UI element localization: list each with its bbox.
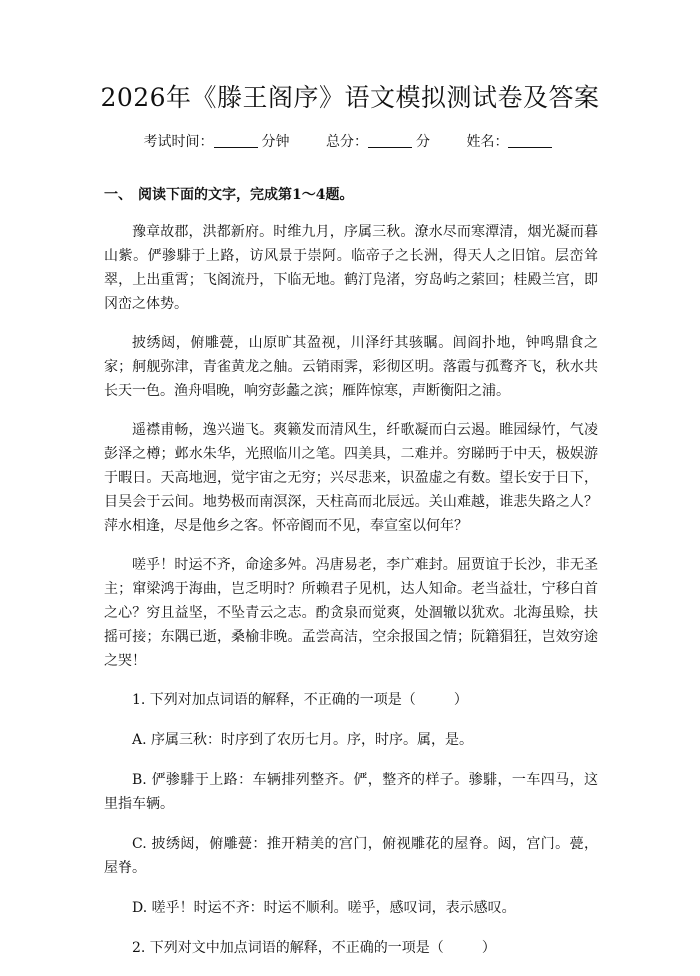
question-1-stem: [104, 688, 598, 712]
total-score: [326, 132, 430, 152]
question-2-closing-paren: ）: [481, 940, 496, 956]
name-label: 姓名：: [466, 134, 509, 150]
exam-body: [104, 220, 598, 976]
score-blank: [368, 133, 412, 148]
question-2-stem: [104, 936, 598, 960]
section-instruction: 阅读下面的文字，完成第1～4题。: [138, 187, 354, 203]
exam-meta: [0, 132, 700, 152]
passage-paragraph: 遥襟甫畅，逸兴遄飞。爽籁发而清风生，纤歌凝而白云遏。睢园绿竹，气凌彭泽之樽；邺水朱华，光照临川之笔。四美具，二难并。穷睇眄于中天，极娱游于暇日。天高地迥，觉宇宙之无穷；兴尽悲来，识盈虚之有数。望长安于日下，目吴会于云间。地势极而南溟深，天柱高而北辰远。关山难越，谁悲失路之人？萍水相逢，尽是他乡之客。怀帝阍而不见，奉宣室以何年？: [104, 422, 598, 534]
passage-paragraph: 嗟乎！时运不齐，命途多舛。冯唐易老，李广难封。屈贾谊于长沙，非无圣主；窜梁鸿于海曲，岂乏明时？所赖君子见机，达人知命。老当益壮，宁移白首之心？穷且益坚，不坠青云之志。酌贪泉而觉爽，处涸辙以犹欢。北海虽赊，扶摇可接；东隅已逝，桑榆非晚。孟尝高洁，空余报国之情；阮籍猖狂，岂效穷途之哭！: [104, 557, 598, 669]
section-heading: [104, 185, 598, 205]
passage-paragraph: 豫章故郡，洪都新府。时维九月，序属三秋。潦水尽而寒潭清，烟光凝而暮山紫。俨骖騑于上路，访风景于崇阿。临帝子之长洲，得天人之旧馆。层峦耸翠，上出重霄；飞阁流丹，下临无地。鹤汀凫渚，穷岛屿之萦回；桂殿兰宫，即冈峦之体势。: [104, 224, 598, 312]
time-label: 考试时间：: [143, 134, 214, 150]
question-1-option-a: A. 序属三秋：时序到了农历七月。序，时序。属，是。: [132, 732, 474, 748]
question-1-option-b: B. 俨骖騑于上路：车辆排列整齐。俨，整齐的样子。骖騑，一车四马，这里指车辆。: [104, 772, 598, 812]
student-name: [466, 132, 556, 152]
section-number: 一、: [104, 187, 132, 203]
score-label: 总分：: [326, 134, 368, 150]
question-1-option-d: D. 嗟乎！时运不齐：时运不顺利。嗟乎，感叹词，表示感叹。: [132, 900, 516, 916]
score-unit: 分: [416, 134, 430, 150]
page-title: 2026年《滕王阁序》语文模拟测试卷及答案: [100, 83, 600, 112]
question-1-closing-paren: ）: [453, 692, 468, 708]
question-2-text: 2. 下列对文中加点词语的解释，不正确的一项是（: [132, 940, 444, 956]
passage-paragraph: 披绣闼，俯雕甍，山原旷其盈视，川泽纡其骇瞩。闾阎扑地，钟鸣鼎食之家；舸舰弥津，青雀黄龙之舳。云销雨霁，彩彻区明。落霞与孤鹜齐飞，秋水共长天一色。渔舟唱晚，响穷彭蠡之滨；雁阵惊寒，声断衡阳之浦。: [104, 335, 598, 399]
time-unit: 分钟: [261, 134, 290, 150]
question-1-option-c: C. 披绣闼，俯雕甍：推开精美的宫门，俯视雕花的屋脊。闼，宫门。甍，屋脊。: [104, 836, 598, 876]
name-blank: [508, 133, 552, 148]
question-1-text: 1. 下列对加点词语的解释，不正确的一项是（: [132, 692, 416, 708]
exam-time: [144, 132, 290, 152]
time-blank: [214, 133, 258, 148]
